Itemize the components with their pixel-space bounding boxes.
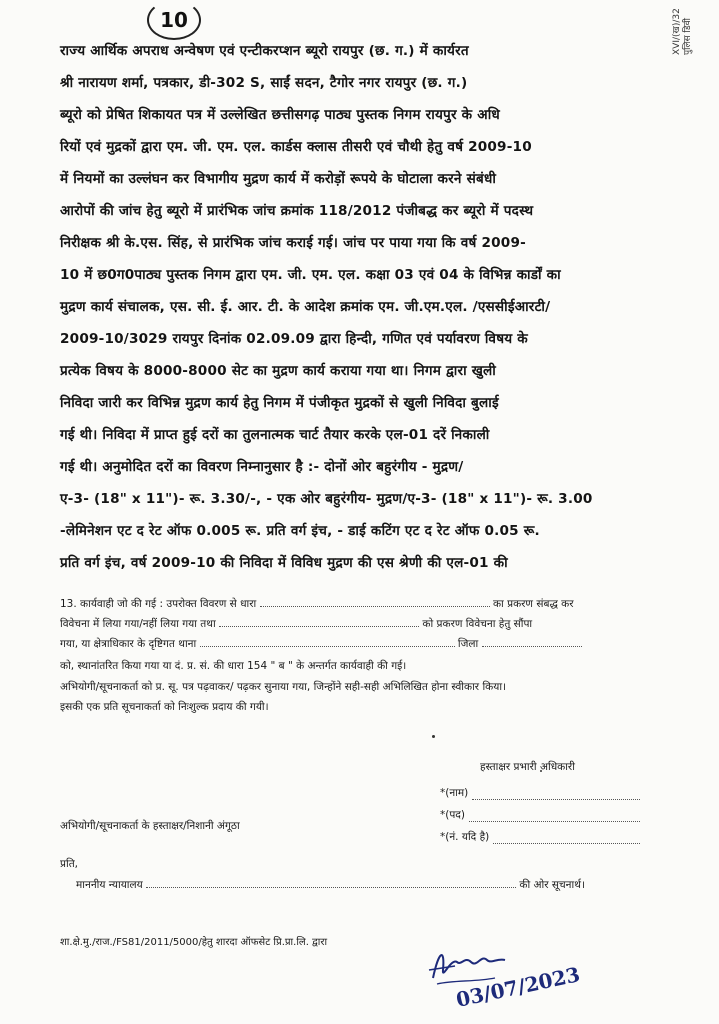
item13-b-end: को प्रकरण विवेचना हेतु सौंपा bbox=[422, 618, 533, 630]
body-line: श्री नारायण शर्मा, पत्रकार, डी-302 S, साईं सदन, टैगोर नगर रायपुर (छ. ग.) bbox=[60, 75, 468, 91]
page-number: 10 bbox=[147, 0, 201, 40]
side-note-line-1: XVI/(ख)/32 bbox=[672, 8, 682, 55]
body-line: गई थी। अनुमोदित दरों का विवरण निम्नानुसार है :- दोनों ओर बहुरंगीय - मुद्रण/ bbox=[60, 459, 464, 475]
blank-field bbox=[493, 834, 640, 844]
signature-date: 03/07/2023 bbox=[453, 962, 583, 1012]
body-line: राज्य आर्थिक अपराध अन्वेषण एवं एन्टीकरप्शन ब्यूरो रायपुर (छ. ग.) में कार्यरत bbox=[60, 43, 469, 59]
body-line: मुद्रण कार्य संचालक, एस. सी. ई. आर. टी. के आदेश क्रमांक एम. जी.एम.एल. /एससीईआरटी/ bbox=[60, 299, 551, 315]
item13-a-end: का प्रकरण संबद्ध कर bbox=[492, 598, 574, 610]
item13-b-label: विवेचना में लिया गया/नहीं लिया गया तथा bbox=[60, 618, 216, 630]
item13-e: अभियोगी/सूचनाकर्ता को प्र. सू. पत्र पढ़वाकर/ पढ़कर सुनाया गया, जिन्होंने सही-सही अभिलिखित होना स्वीकार किया। bbox=[60, 681, 507, 693]
body-line: ए-3- (18" x 11")- रू. 3.30/-, - एक ओर बहुरंगीय- मुद्रण/ए-3- (18" x 11")- रू. 3.00 bbox=[60, 491, 593, 507]
form-line bbox=[60, 597, 574, 611]
body-line: गई थी। निविदा में प्राप्त हुई दरों का तुलनात्मक चार्ट तैयार करके एल-01 दरें निकाली bbox=[60, 427, 490, 443]
side-note-line-2: पुलिस डिवी bbox=[683, 18, 693, 55]
court-end: की ओर सूचनार्थ। bbox=[519, 879, 585, 891]
item13-d: को, स्थानांतरित किया गया या दं. प्र. सं. की धारा 154 " ब " के अन्तर्गत कार्यवाही की गई। bbox=[60, 660, 407, 672]
blank-field bbox=[219, 617, 419, 627]
body-line: प्रत्येक विषय के 8000-8000 सेट का मुद्रण कार्य कराया गया था। निगम द्वारा खुली bbox=[60, 363, 496, 379]
body-line: में नियमों का उल्लंघन कर विभागीय मुद्रण कार्य में करोड़ों रूपये के घोटाला करने संबंधी bbox=[60, 171, 497, 187]
scan-speck bbox=[432, 735, 435, 738]
complainant-signature-label: अभियोगी/सूचनाकर्ता के हस्ताक्षर/निशानी अंगूठा bbox=[60, 820, 240, 832]
form-line bbox=[60, 637, 582, 651]
body-line: निरीक्षक श्री के.एस. सिंह, से प्रारंभिक जांच कराई गई। जांच पर पाया गया कि वर्ष 2009- bbox=[60, 235, 526, 251]
body-line: प्रति वर्ग इंच, वर्ष 2009-10 की निविदा में विविध मुद्रण की एस श्रेणी की एल-01 की bbox=[60, 555, 508, 571]
print-footer: शा.क्षे.मु./राज./FS81/2011/5000/हेतु शारदा ऑफसेट प्रि.प्रा.लि. द्वारा bbox=[60, 937, 328, 948]
name-label: *(नाम) bbox=[440, 787, 469, 799]
body-line: 10 में छ0ग0पाठ्य पुस्तक निगम द्वारा एम. जी. एम. एल. कक्षा 03 एवं 04 के विभिन्न कार्डों का bbox=[60, 267, 561, 283]
body-line: -लेमिनेशन एट द रेट ऑफ 0.005 रू. प्रति वर्ग इंच, - डाई कटिंग एट द रेट ऑफ 0.05 रू. bbox=[60, 523, 540, 539]
item13-c-end: जिला bbox=[457, 638, 479, 650]
body-line: निविदा जारी कर विभिन्न मुद्रण कार्य हेतु निगम में पंजीकृत मुद्रकों से खुली निविदा बुलाई bbox=[60, 395, 499, 411]
item13-f: इसकी एक प्रति सूचनाकर्ता को निःशुल्क प्रदाय की गयी। bbox=[60, 701, 269, 713]
body-line: 2009-10/3029 रायपुर दिनांक 02.09.09 द्वारा हिन्दी, गणित एवं पर्यावरण विषय के bbox=[60, 331, 528, 347]
post-label: *(पद) bbox=[440, 809, 465, 821]
blank-field bbox=[146, 878, 516, 888]
officer-heading: हस्ताक्षर प्रभारी अधिकारी bbox=[480, 761, 575, 773]
body-line: ब्यूरो को प्रेषित शिकायत पत्र में उल्लेखित छत्तीसगढ़ पाठ्य पुस्तक निगम रायपुर के अधि bbox=[60, 107, 500, 123]
blank-field bbox=[469, 812, 640, 822]
officer-post-row bbox=[440, 800, 640, 822]
blank-field bbox=[472, 790, 640, 800]
item13-c-label: गया, या क्षेत्राधिकार के दृष्टिगत थाना bbox=[60, 638, 197, 650]
blank-field bbox=[260, 597, 490, 607]
item13-a-label: 13. कार्यवाही जो की गई : उपरोक्त विवरण से धारा bbox=[60, 598, 257, 610]
officer-name-row bbox=[440, 778, 640, 800]
blank-field bbox=[482, 637, 582, 647]
officer-signature-block bbox=[440, 760, 640, 844]
number-label: *(नं. यदि है) bbox=[440, 831, 490, 843]
body-line: रियों एवं मुद्रकों द्वारा एम. जी. एम. एल. कार्डस क्लास तीसरी एवं चौथी हेतु वर्ष 2009-10 bbox=[60, 139, 532, 155]
officer-number-row bbox=[440, 822, 640, 844]
court-line bbox=[76, 878, 585, 892]
court-label: माननीय न्यायालय bbox=[76, 879, 143, 891]
body-line: आरोपों की जांच हेतु ब्यूरो में प्रारंभिक जांच क्रमांक 118/2012 पंजीबद्ध कर ब्यूरो में पदस्थ bbox=[60, 203, 534, 219]
form-line bbox=[60, 617, 532, 631]
to-label: प्रति, bbox=[60, 858, 79, 870]
blank-field bbox=[200, 637, 455, 647]
